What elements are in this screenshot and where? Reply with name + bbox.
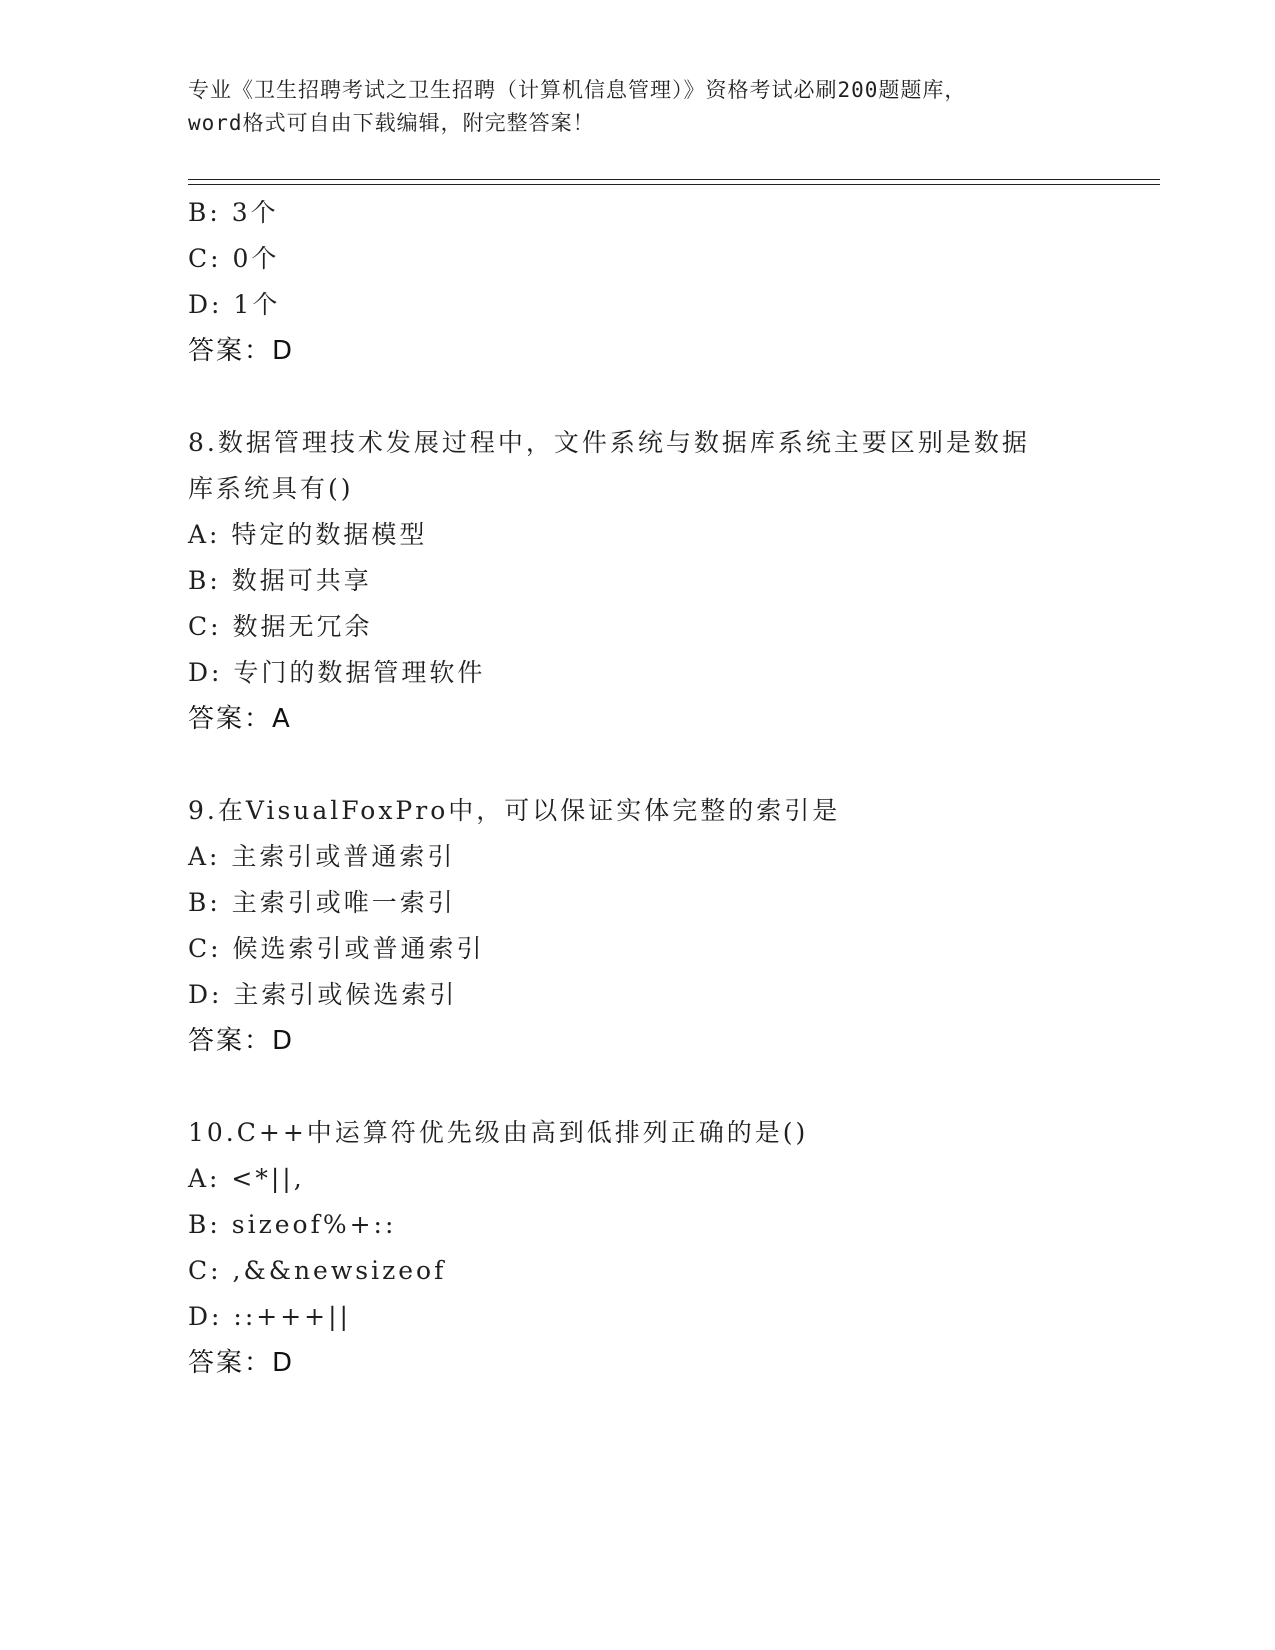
- header-divider-bottom: [188, 184, 1160, 185]
- question-7-block: [188, 190, 1088, 374]
- question-10-block: [188, 1110, 1088, 1386]
- spacer: [188, 374, 1088, 420]
- question-stem: 8.数据管理技术发展过程中，文件系统与数据库系统主要区别是数据: [188, 428, 1030, 457]
- header-line-2: word格式可自由下载编辑，附完整答案！: [188, 111, 595, 135]
- option-a: A: 主索引或普通索引: [188, 842, 456, 871]
- option-d: D: 专门的数据管理软件: [188, 658, 486, 687]
- option-b: B: sizeof%+::: [188, 1210, 397, 1239]
- option-b: B: 3个: [188, 198, 279, 227]
- answer-line: 答案：D: [188, 336, 295, 366]
- question-9-block: [188, 788, 1088, 1064]
- option-a: A: <*||,: [188, 1164, 305, 1193]
- question-list: [188, 190, 1088, 1386]
- question-stem-continued: 库系统具有(): [188, 474, 354, 503]
- option-b: B: 数据可共享: [188, 566, 372, 595]
- spacer: [188, 1064, 1088, 1110]
- option-b: B: 主索引或唯一索引: [188, 888, 456, 917]
- option-d: D: 1个: [188, 290, 281, 319]
- question-stem: 10.C++中运算符优先级由高到低排列正确的是(): [188, 1118, 809, 1147]
- option-d: D: 主索引或候选索引: [188, 980, 458, 1009]
- question-8-block: [188, 420, 1088, 742]
- option-c: C: 数据无冗余: [188, 612, 373, 641]
- option-c: C: 0个: [188, 244, 280, 273]
- spacer: [188, 742, 1088, 788]
- answer-line: 答案：D: [188, 1026, 295, 1056]
- answer-line: 答案：D: [188, 1348, 295, 1378]
- option-c: C: ,&&newsizeof: [188, 1256, 447, 1285]
- question-stem: 9.在VisualFoxPro中，可以保证实体完整的索引是: [188, 796, 841, 825]
- header-line-1: 专业《卫生招聘考试之卫生招聘（计算机信息管理）》资格考试必刷200题题库，: [188, 78, 967, 102]
- answer-line: 答案：A: [188, 704, 292, 734]
- option-c: C: 候选索引或普通索引: [188, 934, 485, 963]
- option-d: D: ::+++||: [188, 1302, 351, 1331]
- document-header: [188, 74, 1088, 140]
- option-a: A: 特定的数据模型: [188, 520, 428, 549]
- header-divider-top: [188, 179, 1160, 180]
